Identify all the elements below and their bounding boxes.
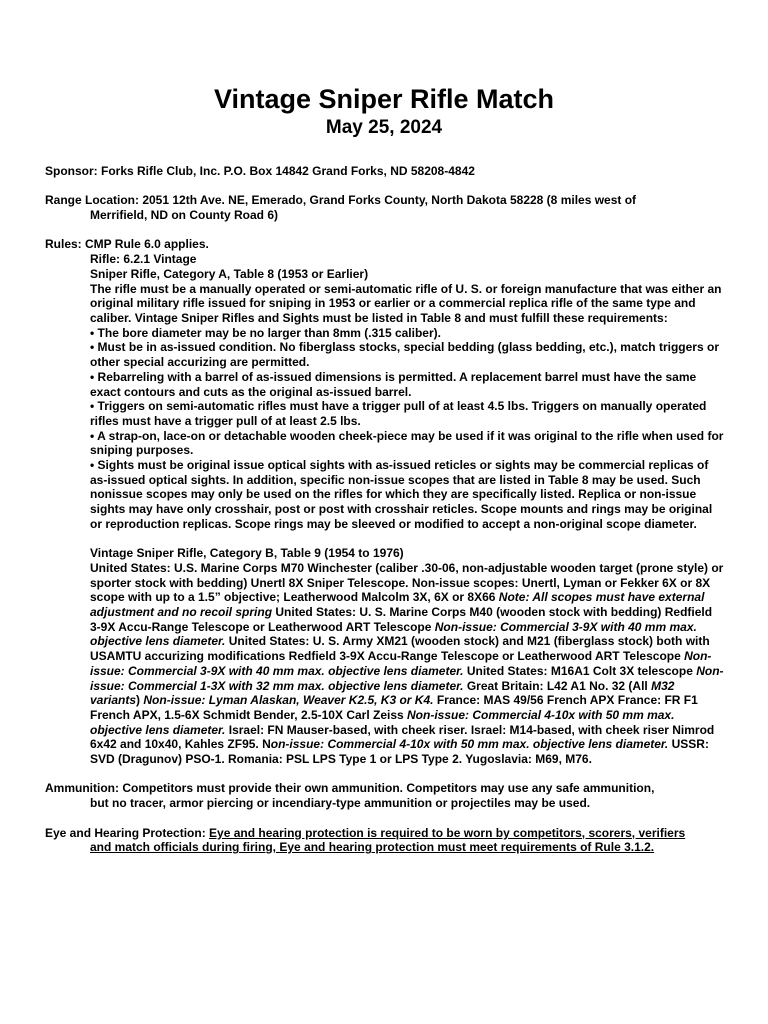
- category-b-note: Non-issue: Commercial 1-3X with 32 mm max. objective lens diameter.: [90, 663, 724, 693]
- rifle-class: Rifle: 6.2.1 Vintage: [90, 252, 197, 267]
- category-a-bullet: • Triggers on semi-automatic rifles must have a trigger pull of at least 4.5 lbs. Triggers on manually operated rifles must have a trigger pull of at least 2.5 lbs.: [90, 399, 707, 428]
- protection-line-1: [45, 826, 725, 841]
- category-b-note: Non-issue: Commercial 4-10x with 50 mm max. objective lens diameter.: [90, 707, 675, 737]
- category-a-intro: The rifle must be a manually operated or semi-automatic rifle of U. S. or foreign manufacture that was either an original military rifle issued for sniping in 1953 or earlier or a commercial replica rifle of the same type and caliber. Vintage Sniper Rifles and Sights must be listed in Table 8 and must fulfill these requirements:: [90, 281, 722, 325]
- protection-line-2: [45, 840, 725, 855]
- category-a-bullet: • The bore diameter may be no larger than 8mm (.315 caliber).: [90, 325, 441, 340]
- range-location-line-2: Merrifield, ND on County Road 6): [90, 208, 279, 223]
- sponsor-line: Sponsor: Forks Rifle Club, Inc. P.O. Box 14842 Grand Forks, ND 58208-4842: [45, 164, 475, 178]
- protection-requirement-1: Eye and hearing protection is required to be worn by competitors, scorers, verifiers: [209, 825, 686, 840]
- category-b-title: Vintage Sniper Rifle, Category B, Table 9 (1954 to 1976): [90, 546, 404, 561]
- protection-requirement-2: and match officials during firing, Eye and hearing protection must meet requirements of Rule 3.1.2.: [90, 840, 655, 855]
- range-location: [45, 193, 725, 222]
- ammunition-line-2: but no tracer, armor piercing or incendiary-type ammunition or projectiles may be used.: [90, 796, 591, 811]
- ammunition-section: [45, 781, 725, 810]
- category-b-note: on-issue: Commercial 4-10x with 50 mm max. objective lens diameter.: [270, 737, 669, 752]
- document-title: Vintage Sniper Rifle Match: [213, 84, 555, 114]
- protection-label: Eye and Hearing Protection:: [45, 825, 210, 840]
- category-a-bullet: • Rebarreling with a barrel of as-issued dimensions is permitted. A replacement barrel must have the same exact contours and cuts as the original as-issued barrel.: [90, 369, 697, 399]
- rules-section: [45, 237, 725, 766]
- category-b-segment: ): [136, 693, 144, 708]
- category-b-segment: United States: U. S. Army XM21 (wooden stock) and M21 (fiberglass stock) both with USAMTU accurizing modifications Redfield 3-9X Accu-Range Telescope or Leatherwood ART Telescope: [90, 634, 710, 664]
- category-b-segment: Great Britain: L42 A1 No. 32 (All: [463, 678, 652, 693]
- ammunition-line-1: Ammunition: Competitors must provide their own ammunition. Competitors may use any safe ammunition,: [45, 781, 655, 796]
- category-b-segment: France: MAS 49/56 French APX France: FR F1 French APX, 1.5-6X Schmidt Bender, 2.5-10X Carl Zeiss: [90, 693, 698, 722]
- category-a-bullet: • Must be in as-issued condition. No fiberglass stocks, special bedding (glass bedding, etc.), match triggers or other special accurizing are permitted.: [90, 340, 719, 370]
- category-b-segment: USSR: SVD (Dragunov) PSO-1. Romania: PSL LPS Type 1 or LPS Type 2. Yugoslavia: M69, M76.: [90, 737, 709, 767]
- category-a-bullet: • A strap-on, lace-on or detachable wooden cheek-piece may be used if it was original to the rifle when used for sniping purposes.: [90, 428, 724, 458]
- category-b-note: Non-issue: Commercial 3-9X with 40 mm max. objective lens diameter.: [90, 619, 697, 649]
- category-b-segment: United States: U.S. Marine Corps M70 Winchester (caliber .30-06, non-adjustable wooden target (prone style) or sporter stock with bedding) Unertl 8X Sniper Telescope. Non-issue scopes: Unertl, Lyman or Fekker 6X or 8X scope with up to a 1.5” objective; Leatherwood Malcolm 3X, 6X or 8X66: [90, 560, 724, 605]
- category-b-note: M32 variants: [90, 678, 675, 708]
- protection-section: [45, 826, 725, 855]
- range-location-line-1: Range Location: 2051 12th Ave. NE, Emerado, Grand Forks County, North Dakota 58228 (8 miles west of: [45, 193, 637, 208]
- document-body: [45, 164, 725, 855]
- rules-content: [45, 252, 725, 767]
- category-b-segment: United States: U. S. Marine Corps M40 (wooden stock with bedding) Redfield 3-9X Accu-Range Telescope or Leatherwood ART Telescope: [90, 605, 713, 634]
- category-b-text: [90, 561, 725, 767]
- category-a-bullet: • Sights must be original issue optical sights with as-issued reticles or sights may be commercial replicas of as-issued optical sights. In addition, specific non-issue scopes that are listed in Table 8 may be used. Such nonissue scopes may only be used on the rifles for which they are specifically listed. Replica or non-issue sights may have only crosshair, post or post with crosshair reticles. Scope mounts and rings may be original or reproduction replicas. Scope rings may be sleeved or modified to accept a non-original scope diameter.: [90, 458, 713, 531]
- rules-heading: Rules: CMP Rule 6.0 applies.: [45, 237, 209, 252]
- category-b-segment: United States: M16A1 Colt 3X telescope: [463, 663, 697, 678]
- category-b-note: Note: All scopes must have external adjustment and no recoil spring: [90, 590, 705, 620]
- category-b-note: Non-issue: Commercial 3-9X with 40 mm max. objective lens diameter.: [90, 649, 712, 678]
- category-b-segment: Israel: FN Mauser-based, with cheek riser. Israel: M14-based, with cheek riser Nimrod 6x42 and 10x40, Kahles ZF95. N: [90, 722, 715, 752]
- event-date: May 25, 2024: [325, 117, 443, 138]
- category-b-note: Non-issue: Lyman Alaskan, Weaver K2.5, K3 or K4.: [143, 693, 434, 708]
- category-a-title: Sniper Rifle, Category A, Table 8 (1953 or Earlier): [90, 266, 369, 281]
